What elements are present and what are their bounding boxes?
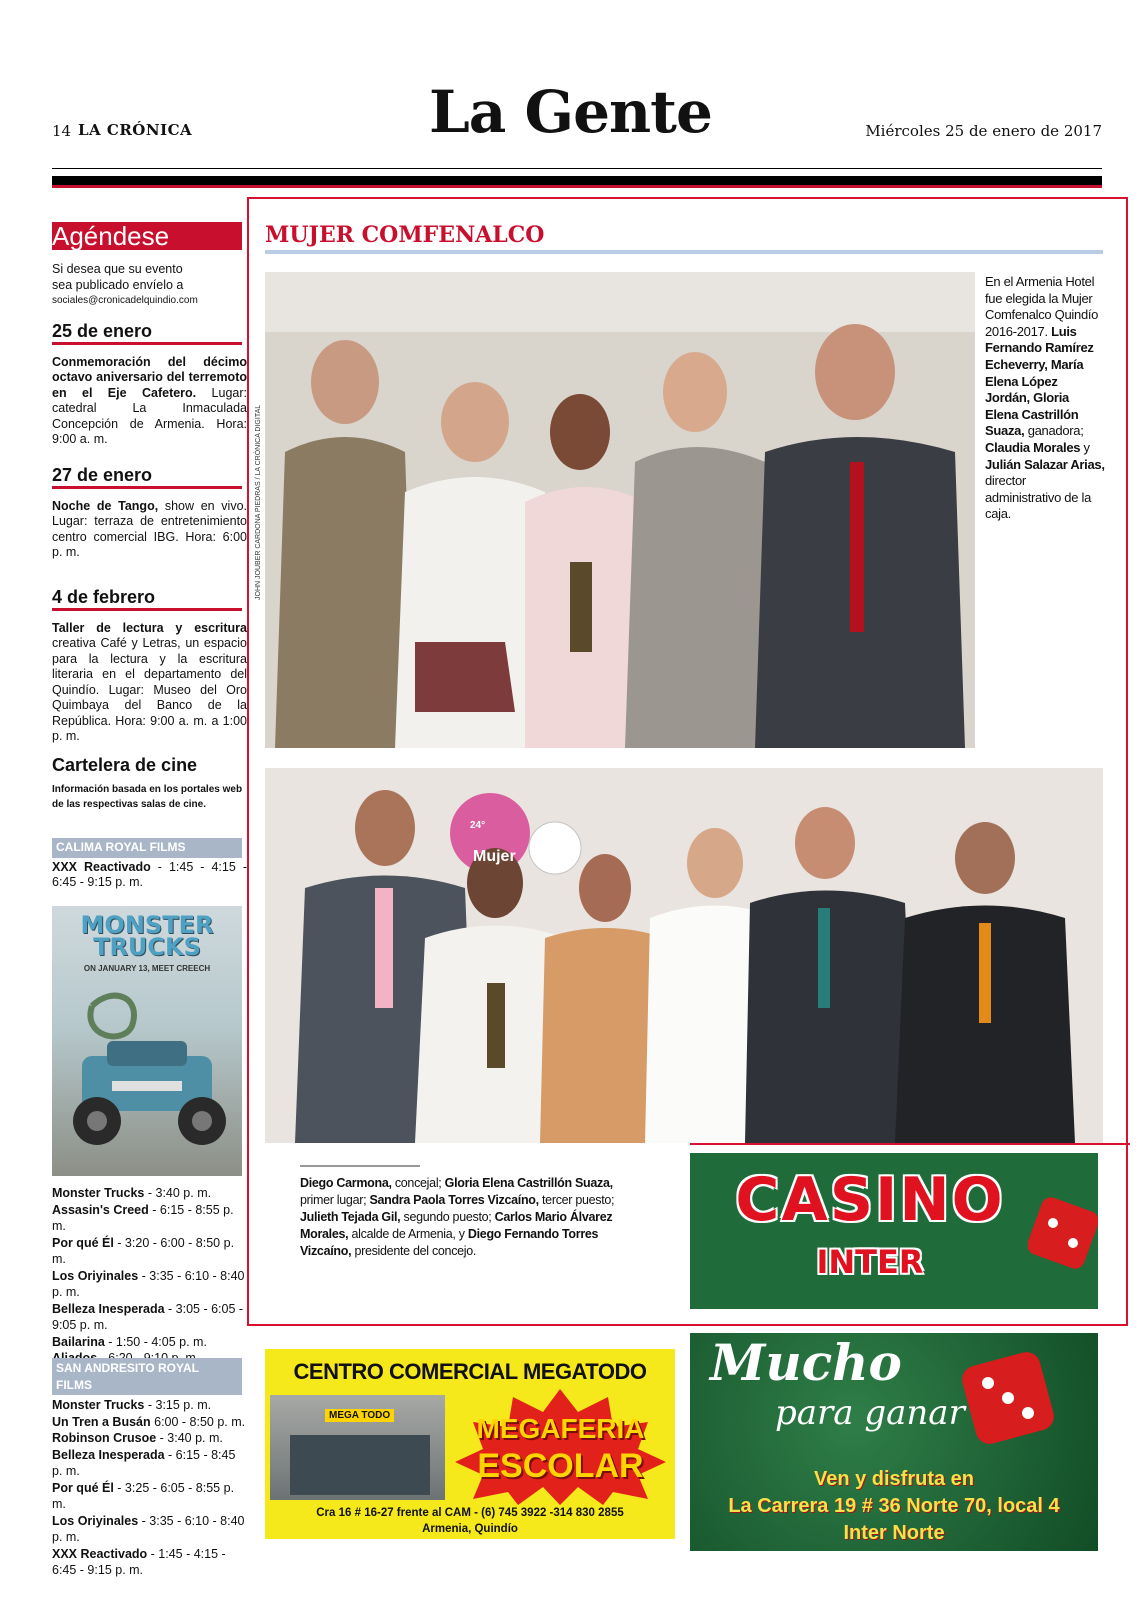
mega-promo-2: ESCOLAR — [477, 1447, 644, 1485]
movie-title: Los Oriyinales — [52, 1268, 139, 1283]
mega-promo-1: MEGAFERIA — [476, 1413, 645, 1444]
movie-row — [52, 1480, 247, 1513]
caption-name: Carlos Mario Álvarez Morales, — [300, 1210, 613, 1241]
caption-role: alcalde de Armenia, y — [348, 1227, 468, 1241]
event-title: Conmemoración del décimo octavo aniversario del terremoto en el Eje Cafetero. — [52, 354, 247, 400]
issue-date: Miércoles 25 de enero de 2017 — [865, 122, 1102, 140]
caption-role: primer lugar; — [300, 1193, 370, 1207]
agenda-intro — [52, 262, 247, 309]
agenda-event-2 — [52, 465, 247, 561]
page-number: 14 — [52, 122, 72, 140]
header-rule-thick — [52, 176, 1102, 185]
movie-times: - 3:35 - 6:10 - 8:40 p. m. — [52, 1268, 245, 1299]
movie-times: - 6:15 - 8:55 p. m. — [52, 1202, 234, 1233]
caption-role: tercer puesto; — [538, 1193, 615, 1207]
cine-block — [52, 755, 247, 812]
event-details: show en vivo. Lugar: terraza de entretenimiento centro comercial IBG. Hora: 6:00 p. m. — [52, 498, 247, 559]
movie-title: XXX Reactivado — [52, 1546, 148, 1561]
movie-times: - 1:45 - 4:15 - 6:45 - 9:15 p. m. — [52, 859, 247, 889]
dice-icon — [948, 1348, 1088, 1458]
cine-note: Información basada en los portales web de las respectivas salas de cine. — [52, 783, 243, 810]
feature-title-rule — [265, 250, 1103, 254]
movie-times: - 1:50 - 4:05 p. m. — [104, 1334, 207, 1349]
movie-title: XXX Reactivado — [52, 859, 151, 874]
event-date: 27 de enero — [52, 468, 242, 489]
caption-name: Claudia Morales — [985, 439, 1081, 455]
movie-times: - 1:45 - 4:15 - 6:45 - 9:15 p. m. — [52, 1546, 226, 1577]
mega-city: Armenia, Quindío — [422, 1523, 518, 1535]
section-title: La Gente — [429, 78, 712, 146]
winners-photo-illustration — [265, 768, 1103, 1143]
caption-2-rule — [300, 1165, 420, 1167]
movie-title: Por qué Él — [52, 1235, 114, 1250]
award-photo-group — [265, 272, 975, 748]
caption-name: Sandra Paola Torres Vizcaíno, — [369, 1193, 539, 1207]
monster-truck-illustration — [52, 986, 242, 1176]
theater-name: CALIMA ROYAL FILMS — [52, 838, 242, 858]
cine-title: Cartelera de cine — [52, 755, 198, 775]
movie-row — [52, 1202, 247, 1235]
movie-row — [52, 1301, 247, 1334]
caption-names: Luis Fernando Ramírez Echeverry, María Elena López Jordán, Gloria Elena Castrillón Suaza, — [985, 323, 1094, 439]
event-date: 25 de enero — [52, 324, 242, 345]
caption-conj: y — [1080, 439, 1090, 455]
mega-title: CENTRO COMERCIAL MEGATODO — [293, 1359, 647, 1384]
caption-role: concejal; — [391, 1176, 445, 1190]
caption-name: Diego Fernando Torres Vizcaíno, — [300, 1227, 599, 1258]
casino-slogan-2: para ganar — [775, 1393, 965, 1433]
movie-row — [52, 1268, 247, 1301]
movie-row — [52, 1414, 247, 1431]
caption-role: director administrativo de la caja. — [985, 473, 1091, 522]
caption-name: Julieth Tejada Gil, — [300, 1210, 401, 1224]
movie-title: Robinson Crusoe — [52, 1431, 157, 1445]
caption-name: Gloria Elena Castrillón Suaza, — [444, 1176, 613, 1190]
casino-cta-3: Inter Norte — [843, 1522, 945, 1544]
movie-poster — [52, 906, 242, 1176]
agenda-intro-line2: sea publicado envíelo a — [52, 277, 184, 292]
movie-title: Por qué Él — [52, 1480, 114, 1495]
photo-caption-2 — [300, 1175, 635, 1260]
theater-calima-list — [52, 1185, 247, 1367]
theater-calima — [52, 838, 247, 891]
agenda-intro-line1: Si desea que su evento — [52, 262, 183, 276]
caption-role: ganadora; — [1024, 423, 1084, 439]
casino-subtitle: INTER — [816, 1243, 924, 1281]
caption-role: presidente del concejo. — [351, 1244, 477, 1258]
movie-row — [52, 1397, 247, 1414]
caption-name: Julián Salazar Arias, — [985, 456, 1105, 472]
newspaper-brand: LA CRÓNICA — [78, 121, 193, 139]
agenda-title — [52, 222, 242, 250]
movie-row — [52, 1513, 247, 1546]
event-title: Noche de Tango, — [52, 498, 159, 513]
movie-times: - 3:40 p. m. — [144, 1186, 212, 1200]
banner-word: Mujer — [473, 848, 516, 865]
movie-title: Un Tren a Busán — [52, 1414, 151, 1429]
movie-title: Monster Trucks — [52, 1186, 145, 1200]
poster-title: MONSTER TRUCKS — [80, 911, 214, 961]
theater-name: SAN ANDRESITO ROYAL FILMS — [52, 1358, 242, 1395]
agenda-event-1 — [52, 321, 247, 448]
movie-row — [52, 1447, 247, 1480]
theater-sanandresito — [52, 1358, 247, 1579]
movie-row — [52, 1546, 247, 1579]
header-rule-red — [52, 185, 1102, 188]
mega-address: Cra 16 # 16-27 frente al CAM - (6) 745 3922 -314 830 2855 — [316, 1507, 624, 1519]
photo-caption-1 — [985, 274, 1105, 523]
casino-ad-border — [690, 1143, 1130, 1145]
movie-row — [52, 1185, 247, 1202]
mall-photo — [270, 1395, 445, 1500]
event-details: creativa Café y Letras, un espacio para la lectura y la escritura literaria en el departamento del Quindío. Lugar: Museo del Oro Quimbaya del Banco de la República. Hora: 9:00 a. m. a 1:00 p. m. — [52, 636, 247, 743]
movie-title: Assasin's Creed — [52, 1202, 149, 1217]
movie-times: - 3:25 - 6:05 - 8:55 p. m. — [52, 1480, 235, 1511]
movie-times: - 3:35 - 6:10 - 8:40 p. m. — [52, 1513, 245, 1544]
caption-text: En el Armenia Hotel fue elegida la Mujer Comfenalco Quindío 2016-2017. — [985, 274, 1099, 339]
award-photo-winners — [265, 768, 1103, 1143]
movie-times: 6:00 - 8:50 p. m. — [150, 1414, 246, 1429]
banner-number: 24° — [470, 820, 486, 831]
movie-times: - 3:15 p. m. — [144, 1398, 212, 1412]
caption-name: Diego Carmona, — [300, 1176, 392, 1190]
dice-icon — [1028, 1193, 1098, 1303]
casino-ad-top — [690, 1153, 1098, 1309]
casino-slogan-1: Mucho — [710, 1333, 902, 1392]
movie-times: - 3:40 p. m. — [156, 1431, 223, 1445]
caption-role: segundo puesto; — [400, 1210, 495, 1224]
megatodo-ad — [265, 1349, 675, 1539]
movie-title: Bailarina — [52, 1334, 105, 1349]
movie-title: Belleza Inesperada — [52, 1447, 165, 1462]
movie-times: - 3:20 - 6:00 - 8:50 p. m. — [52, 1235, 235, 1266]
movie-row — [52, 1235, 247, 1268]
feature-title: MUJER COMFENALCO — [265, 222, 545, 248]
agenda-title-text: Agéndese — [52, 221, 170, 251]
agenda-email[interactable]: sociales@cronicadelquindio.com — [52, 295, 198, 306]
event-date: 4 de febrero — [52, 590, 242, 611]
movie-row — [52, 1430, 247, 1447]
movie-times: - 3:05 - 6:05 - 9:05 p. m. — [52, 1301, 244, 1332]
event-title: Taller de lectura y escritura — [52, 620, 247, 635]
movie-title: Monster Trucks — [52, 1398, 145, 1412]
mall-storefront — [290, 1435, 430, 1495]
casino-title: CASINO — [735, 1165, 1005, 1235]
mall-sign: MEGA TODO — [325, 1409, 394, 1422]
casino-cta-2: La Carrera 19 # 36 Norte 70, local 4 — [728, 1495, 1060, 1517]
header-rule-thin — [52, 168, 1102, 169]
award-photo-illustration — [265, 272, 975, 748]
photo-credit: JOHN JOUBER CARDONA PIEDRAS / LA CRÓNICA DIGITAL — [255, 404, 262, 600]
movie-title: Los Oriyinales — [52, 1513, 139, 1528]
poster-subtitle: ON JANUARY 13, MEET CREECH — [83, 964, 211, 973]
movie-row — [52, 1334, 247, 1351]
movie-times: - 6:15 - 8:45 p. m. — [52, 1447, 236, 1478]
casino-cta-1: Ven y disfruta en — [813, 1468, 975, 1490]
event-details: Lugar: catedral La Inmaculada Concepción de Armenia. Hora: 9:00 a. m. — [52, 385, 247, 446]
agenda-event-3 — [52, 587, 247, 745]
movie-title: Belleza Inesperada — [52, 1301, 165, 1316]
casino-ad-bottom — [690, 1333, 1098, 1551]
